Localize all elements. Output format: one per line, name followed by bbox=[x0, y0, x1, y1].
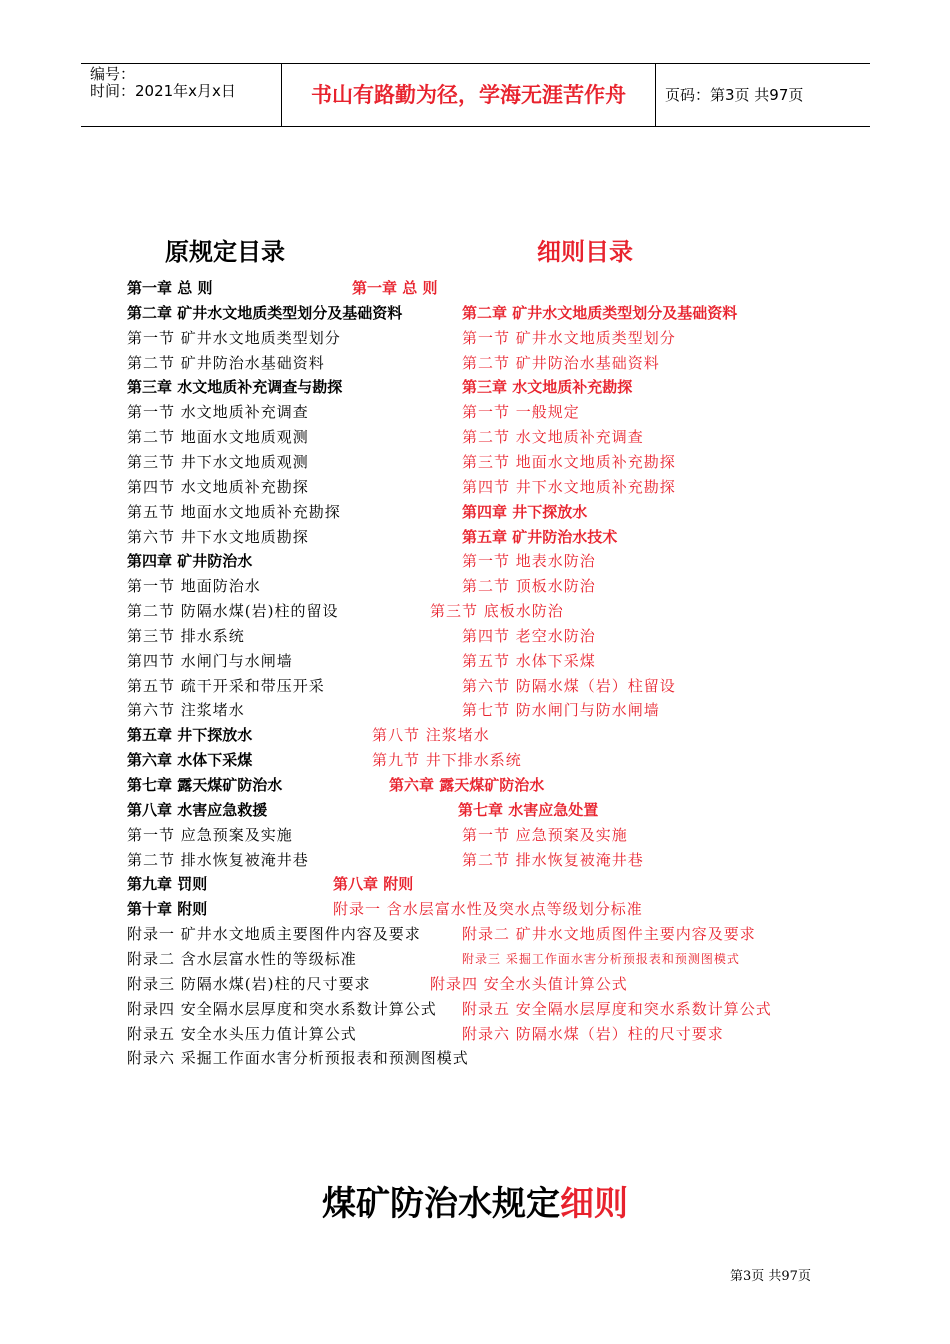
right-toc-entry: 第五节 水体下采煤 bbox=[462, 651, 596, 670]
right-toc-entry: 第六章 露天煤矿防治水 bbox=[389, 776, 545, 794]
left-toc-entry: 附录四 安全隔水层厚度和突水系数计算公式 bbox=[127, 999, 437, 1018]
left-toc-entry: 第六节 注浆堵水 bbox=[127, 701, 245, 720]
left-toc-entry: 第十章 附则 bbox=[127, 900, 208, 919]
left-toc-entry: 第二节 防隔水煤(岩)柱的留设 bbox=[127, 602, 339, 621]
right-toc-entry: 第二节 顶板水防治 bbox=[462, 577, 596, 596]
main-title-red: 细则 bbox=[560, 1184, 628, 1224]
right-toc-entry: 第一章 总 则 bbox=[352, 279, 438, 297]
main-title-black: 煤矿防治水规定 bbox=[322, 1184, 560, 1224]
left-toc-entry: 第三节 排水系统 bbox=[127, 626, 245, 645]
left-toc-entry: 第六章 水体下采煤 bbox=[127, 751, 253, 770]
left-toc-entry: 第二节 排水恢复被淹井巷 bbox=[127, 850, 309, 869]
right-toc-entry: 附录三 采掘工作面水害分析预报表和预测图模式 bbox=[462, 951, 740, 966]
left-toc-entry: 第五节 地面水文地质补充勘探 bbox=[127, 502, 341, 521]
right-toc-entry: 附录一 含水层富水性及突水点等级划分标准 bbox=[333, 900, 643, 919]
right-toc-entry: 附录四 安全水头值计算公式 bbox=[430, 974, 628, 993]
left-toc-entry: 第三章 水文地质补充调查与勘探 bbox=[127, 378, 343, 397]
left-toc-entry: 第二节 矿井防治水基础资料 bbox=[127, 353, 325, 372]
left-toc-entry: 第二节 地面水文地质观测 bbox=[127, 428, 309, 447]
left-toc-entry: 第六节 井下水文地质勘探 bbox=[127, 527, 309, 546]
left-toc-entry: 第一节 矿井水文地质类型划分 bbox=[127, 328, 341, 347]
right-toc-entry: 第四节 井下水文地质补充勘探 bbox=[462, 477, 676, 496]
left-toc-entry: 附录三 防隔水煤(岩)柱的尺寸要求 bbox=[127, 974, 371, 993]
right-toc-entry: 第七章 水害应急处置 bbox=[458, 800, 599, 819]
right-toc-entry: 第一节 地表水防治 bbox=[462, 552, 596, 571]
left-toc-entry: 附录二 含水层富水性的等级标准 bbox=[127, 949, 357, 968]
left-toc-entry: 第八章 水害应急救援 bbox=[127, 800, 268, 819]
left-toc-entry: 第五节 疏干开采和带压开采 bbox=[127, 676, 325, 695]
right-toc-entry: 第五章 矿井防治水技术 bbox=[462, 527, 618, 546]
right-toc-entry: 第三节 地面水文地质补充勘探 bbox=[462, 452, 676, 471]
right-toc-entry: 附录六 防隔水煤（岩）柱的尺寸要求 bbox=[462, 1024, 724, 1043]
left-toc-entry: 第三节 井下水文地质观测 bbox=[127, 452, 309, 471]
left-toc-entry: 附录一 矿井水文地质主要图件内容及要求 bbox=[127, 925, 421, 944]
left-toc-entry: 第一节 应急预案及实施 bbox=[127, 825, 293, 844]
left-toc-entry: 第一章 总 则 bbox=[127, 279, 213, 297]
right-toc-title: 细则目录 bbox=[537, 238, 633, 266]
left-toc-entry: 第五章 井下探放水 bbox=[127, 726, 253, 745]
right-toc-entry: 第九节 井下排水系统 bbox=[372, 751, 522, 770]
page-footer: 第3页 共97页 bbox=[730, 1269, 811, 1284]
right-toc-entry: 第四章 井下探放水 bbox=[462, 502, 588, 521]
left-toc-entry: 第一节 地面防治水 bbox=[127, 577, 261, 596]
left-toc-entry: 第二章 矿井水文地质类型划分及基础资料 bbox=[127, 303, 403, 322]
left-toc-entry: 第九章 罚则 bbox=[127, 875, 208, 894]
right-toc-entry: 第二节 水文地质补充调查 bbox=[462, 428, 644, 447]
right-toc-entry: 第一节 矿井水文地质类型划分 bbox=[462, 328, 676, 347]
right-toc-entry: 第六节 防隔水煤（岩）柱留设 bbox=[462, 676, 676, 695]
time-label: 时间：2021年x月x日 bbox=[90, 82, 236, 100]
left-toc-entry: 附录五 安全水头压力值计算公式 bbox=[127, 1024, 357, 1043]
right-toc-entry: 第一节 应急预案及实施 bbox=[462, 825, 628, 844]
right-toc-entry: 第四节 老空水防治 bbox=[462, 626, 596, 645]
number-label: 编号： bbox=[90, 65, 136, 83]
left-toc-entry: 第七章 露天煤矿防治水 bbox=[127, 776, 283, 794]
left-toc-entry: 第四章 矿井防治水 bbox=[127, 552, 253, 571]
main-title bbox=[0, 1176, 950, 1225]
right-toc-entry: 第三节 底板水防治 bbox=[430, 602, 564, 621]
header-page-info: 页码：第3页 共97页 bbox=[665, 86, 804, 104]
right-toc-entry: 第八节 注浆堵水 bbox=[372, 726, 490, 745]
left-toc-entry: 第一节 水文地质补充调查 bbox=[127, 403, 309, 422]
right-toc-entry: 第三章 水文地质补充勘探 bbox=[462, 378, 633, 397]
header-meta-cell bbox=[81, 64, 282, 126]
right-toc-entry: 附录二 矿井水文地质图件主要内容及要求 bbox=[462, 925, 756, 944]
right-toc-entry: 第八章 附则 bbox=[333, 875, 414, 894]
header-motto: 书山有路勤为径，学海无涯苦作舟 bbox=[282, 64, 656, 126]
right-toc-entry: 第二节 排水恢复被淹井巷 bbox=[462, 850, 644, 869]
left-toc-entry: 第四节 水闸门与水闸墙 bbox=[127, 651, 293, 670]
right-toc-entry: 第二节 矿井防治水基础资料 bbox=[462, 353, 660, 372]
right-toc-entry: 第七节 防水闸门与防水闸墙 bbox=[462, 701, 660, 720]
right-toc-entry: 第二章 矿井水文地质类型划分及基础资料 bbox=[462, 303, 738, 322]
left-toc-entry: 附录六 采掘工作面水害分析预报表和预测图模式 bbox=[127, 1049, 469, 1068]
right-toc-entry: 第一节 一般规定 bbox=[462, 403, 580, 422]
left-toc-title: 原规定目录 bbox=[165, 238, 285, 266]
right-toc-entry: 附录五 安全隔水层厚度和突水系数计算公式 bbox=[462, 999, 772, 1018]
left-toc-entry: 第四节 水文地质补充勘探 bbox=[127, 477, 309, 496]
page-header bbox=[81, 63, 870, 127]
